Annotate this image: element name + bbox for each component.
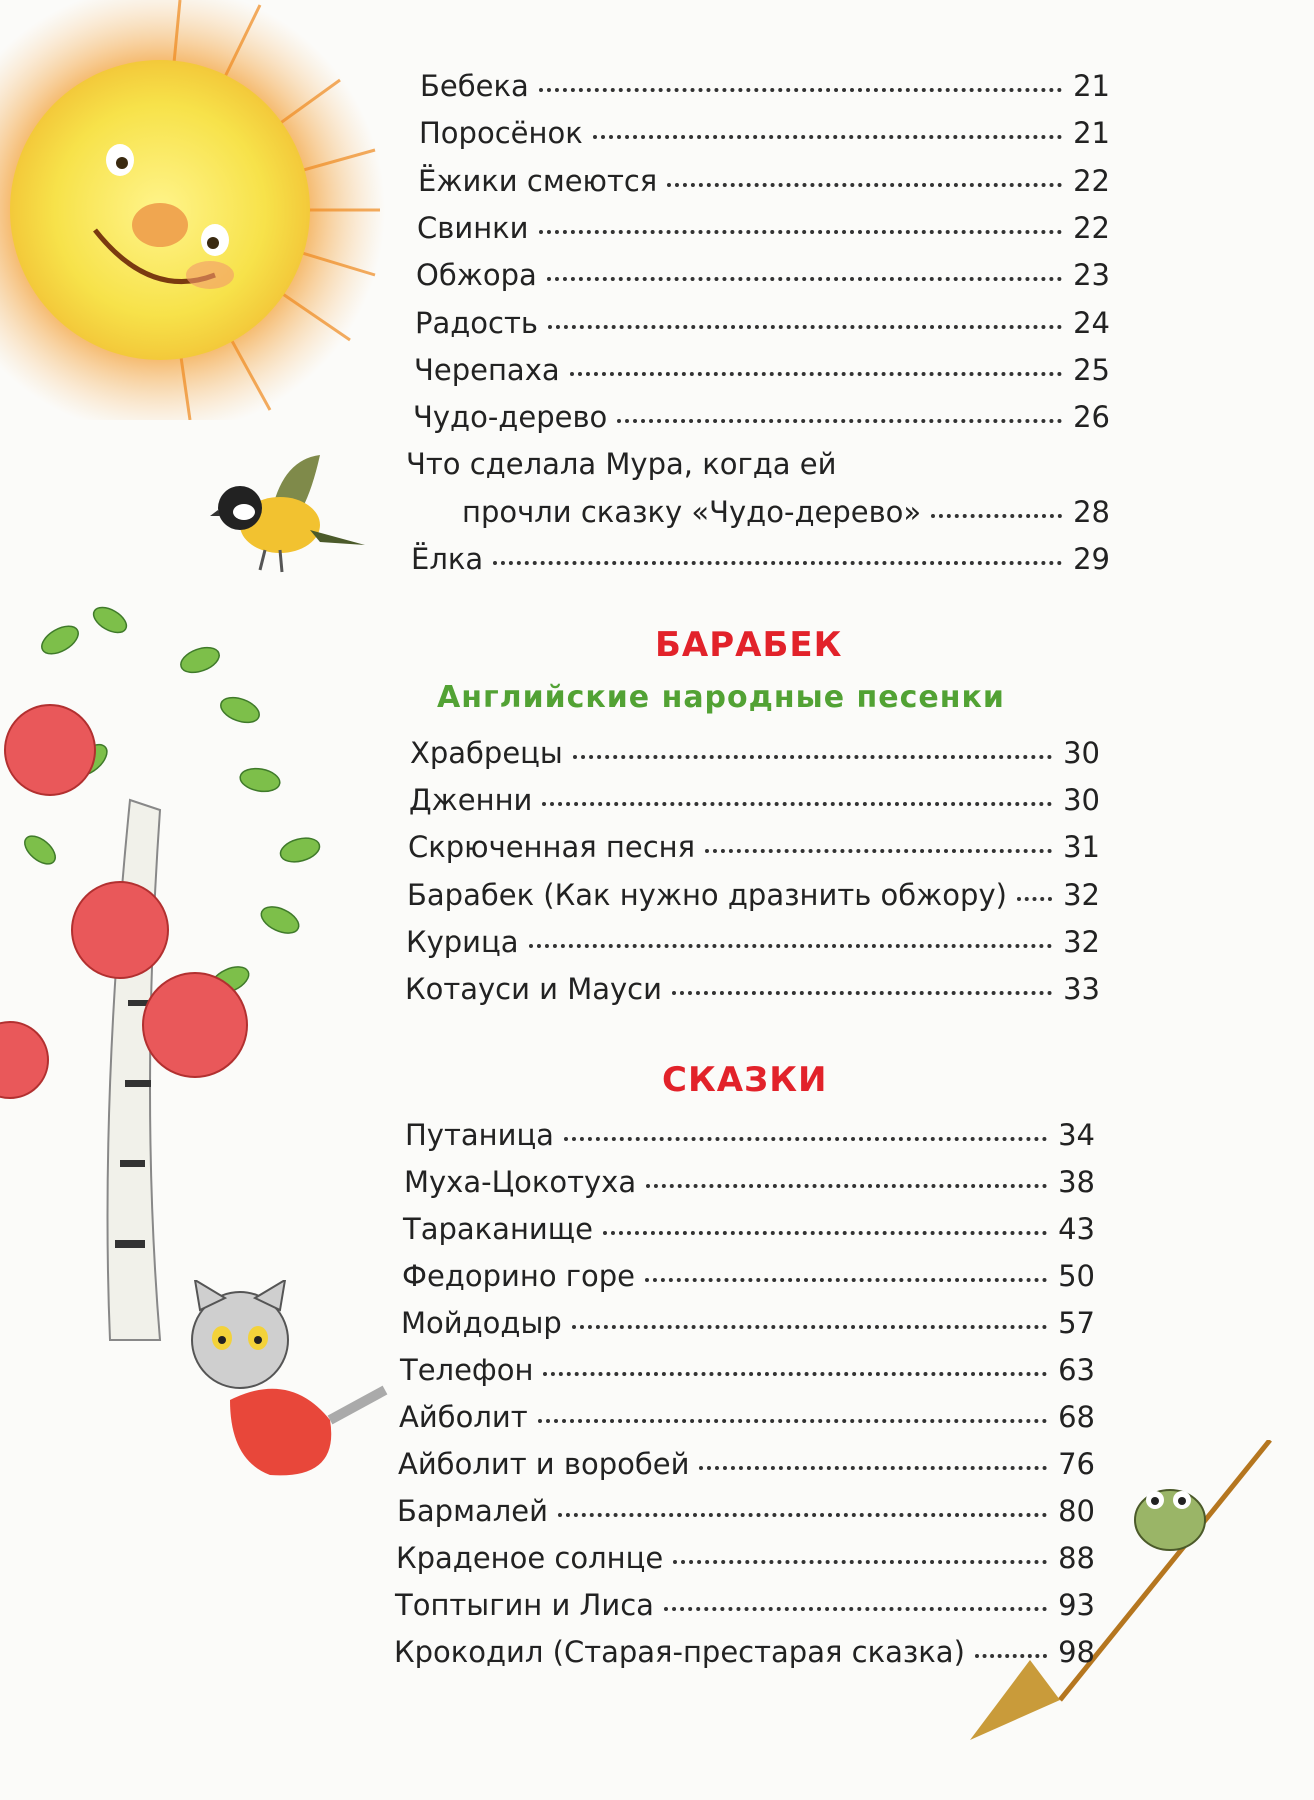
toc-entry-title: Айболит и воробей: [398, 1447, 690, 1481]
toc-entry-title: Поросёнок: [419, 116, 583, 151]
toc-entry-title: Федорино горе: [402, 1259, 636, 1293]
toc-entry[interactable]: [405, 1117, 1095, 1153]
dot-leader: [564, 1137, 1047, 1141]
toc-entry-title: Тараканище: [403, 1212, 593, 1246]
section-subheading: Английские народные песенки: [437, 680, 1005, 715]
dot-leader: [538, 1419, 1047, 1423]
toc-entry-page: 32: [1063, 877, 1100, 912]
dot-leader: [667, 183, 1062, 187]
toc-entry-page: 80: [1058, 1494, 1095, 1528]
toc-entry-title: Краденое солнце: [396, 1541, 664, 1575]
toc-entry-page: 28: [1073, 494, 1110, 529]
dot-leader: [931, 514, 1062, 518]
dot-leader: [603, 1231, 1047, 1235]
dot-leader: [547, 277, 1062, 281]
toc-entry[interactable]: [411, 541, 1110, 577]
toc-entry-title: Бебека: [420, 69, 529, 103]
toc-entry[interactable]: [396, 1540, 1095, 1576]
toc-entry[interactable]: [402, 1258, 1095, 1294]
toc-entry[interactable]: [407, 877, 1100, 913]
toc-entry-page: 22: [1073, 163, 1110, 198]
toc-entry[interactable]: [419, 115, 1110, 151]
toc-entry-title-line1: Что сделала Мура, когда ей: [406, 447, 837, 482]
toc-entry[interactable]: [414, 352, 1110, 388]
dot-leader: [572, 1325, 1047, 1329]
toc-entry-page: 23: [1073, 258, 1110, 293]
toc-entry-page: 98: [1058, 1635, 1095, 1669]
toc-entry[interactable]: [409, 782, 1100, 818]
toc-entry-page: 21: [1073, 69, 1110, 103]
toc-entry-page: 57: [1058, 1306, 1095, 1340]
toc-entry[interactable]: [410, 735, 1100, 771]
toc-entry-page: 26: [1073, 400, 1110, 435]
toc-entry-title: Котауси и Мауси: [405, 972, 662, 1006]
toc-entry-title: Радость: [415, 305, 538, 340]
dot-leader: [529, 944, 1052, 948]
toc-entry-title: Путаница: [405, 1118, 554, 1152]
toc-entry[interactable]: [398, 1446, 1095, 1482]
toc-entry-title: Ёлка: [411, 542, 484, 576]
dot-leader: [539, 230, 1062, 234]
toc-entry[interactable]: [406, 924, 1100, 960]
toc-entry-page: 29: [1073, 542, 1110, 576]
toc-entry[interactable]: [417, 210, 1110, 246]
toc-entry-page: 21: [1073, 116, 1110, 151]
toc-entry[interactable]: [397, 1493, 1095, 1529]
toc-entry-page: 38: [1058, 1165, 1095, 1199]
toc-entry-page: 22: [1073, 210, 1110, 245]
dot-leader: [570, 372, 1062, 376]
toc-entry-page: 30: [1063, 736, 1100, 770]
toc-entry-page: 32: [1063, 924, 1100, 959]
dot-leader: [493, 561, 1062, 565]
dot-leader: [664, 1607, 1047, 1611]
dot-leader: [539, 88, 1062, 92]
toc-entry[interactable]: [404, 1164, 1095, 1200]
toc-entry-page: 30: [1063, 783, 1100, 818]
toc-entry-title: Топтыгин и Лиса: [395, 1588, 654, 1622]
toc-entry[interactable]: [462, 494, 1110, 530]
dot-leader: [558, 1513, 1047, 1517]
toc-entry-title: Свинки: [417, 210, 529, 245]
toc-entry-page: 33: [1063, 972, 1100, 1006]
toc-entry-title: Телефон: [400, 1353, 534, 1387]
toc-entry-page: 93: [1058, 1588, 1095, 1622]
toc-entry-page: 43: [1058, 1212, 1095, 1246]
toc-entry-title: Муха-Цокотуха: [404, 1165, 637, 1199]
toc-entry-page: 31: [1063, 830, 1100, 865]
toc-entry[interactable]: [405, 971, 1100, 1007]
dot-leader: [673, 1560, 1047, 1564]
toc-entry[interactable]: [415, 305, 1110, 341]
dot-leader: [705, 849, 1052, 853]
dot-leader: [672, 991, 1052, 995]
toc-entry-title: Крокодил (Старая-престарая сказка): [394, 1635, 965, 1669]
toc-entry-title: Курица: [406, 924, 519, 959]
toc-entry-title: Ёжики смеются: [418, 163, 658, 198]
dot-leader: [975, 1654, 1047, 1658]
toc-entry-page: 34: [1058, 1118, 1095, 1152]
toc-entry-title: Дженни: [409, 783, 533, 818]
dot-leader: [699, 1466, 1047, 1470]
dot-leader: [573, 755, 1052, 759]
toc-entry-title: Черепаха: [414, 352, 560, 387]
toc-entry-title: Айболит: [399, 1400, 528, 1434]
toc-entry-page: 76: [1058, 1447, 1095, 1481]
dot-leader: [548, 325, 1062, 329]
toc-entry[interactable]: [399, 1399, 1095, 1435]
toc-entry[interactable]: [413, 399, 1110, 435]
dot-leader: [543, 1372, 1047, 1376]
section-heading: БАРАБЕК: [655, 625, 843, 665]
dot-leader: [617, 419, 1062, 423]
toc-entry-page: 63: [1058, 1353, 1095, 1387]
toc-entry-title: Барабек (Как нужно дразнить обжору): [407, 877, 1007, 912]
toc-entry[interactable]: [416, 257, 1110, 293]
dot-leader: [1017, 897, 1052, 901]
toc-entry-title: Скрюченная песня: [408, 830, 696, 865]
toc-entry[interactable]: [403, 1211, 1095, 1247]
toc-entry-title: прочли сказку «Чудо-дерево»: [462, 494, 922, 529]
toc-entry-page: 68: [1058, 1400, 1095, 1434]
toc-entry-title: Бармалей: [397, 1494, 548, 1528]
dot-leader: [646, 1184, 1047, 1188]
toc-entry[interactable]: [400, 1352, 1095, 1388]
toc-entry-page: 50: [1058, 1259, 1095, 1293]
dot-leader: [645, 1278, 1047, 1282]
toc-entry-title: Чудо-дерево: [413, 400, 608, 435]
toc-entry[interactable]: [420, 68, 1110, 104]
toc-entry[interactable]: [394, 1634, 1095, 1670]
toc-entry-title: Мойдодыр: [401, 1306, 562, 1340]
dot-leader: [593, 135, 1062, 139]
dot-leader: [542, 802, 1052, 806]
toc-entry-page: 24: [1073, 305, 1110, 340]
toc-entry-title: Храбрецы: [410, 736, 563, 770]
toc-entry-page: 25: [1073, 352, 1110, 387]
toc-entry-page: 88: [1058, 1541, 1095, 1575]
toc-entry[interactable]: [408, 829, 1100, 865]
toc-entry[interactable]: [401, 1305, 1095, 1341]
toc-entry[interactable]: [395, 1587, 1095, 1623]
toc-entry[interactable]: [418, 163, 1110, 199]
toc-entry-title: Обжора: [416, 258, 537, 293]
section-heading: СКАЗКИ: [662, 1060, 828, 1100]
